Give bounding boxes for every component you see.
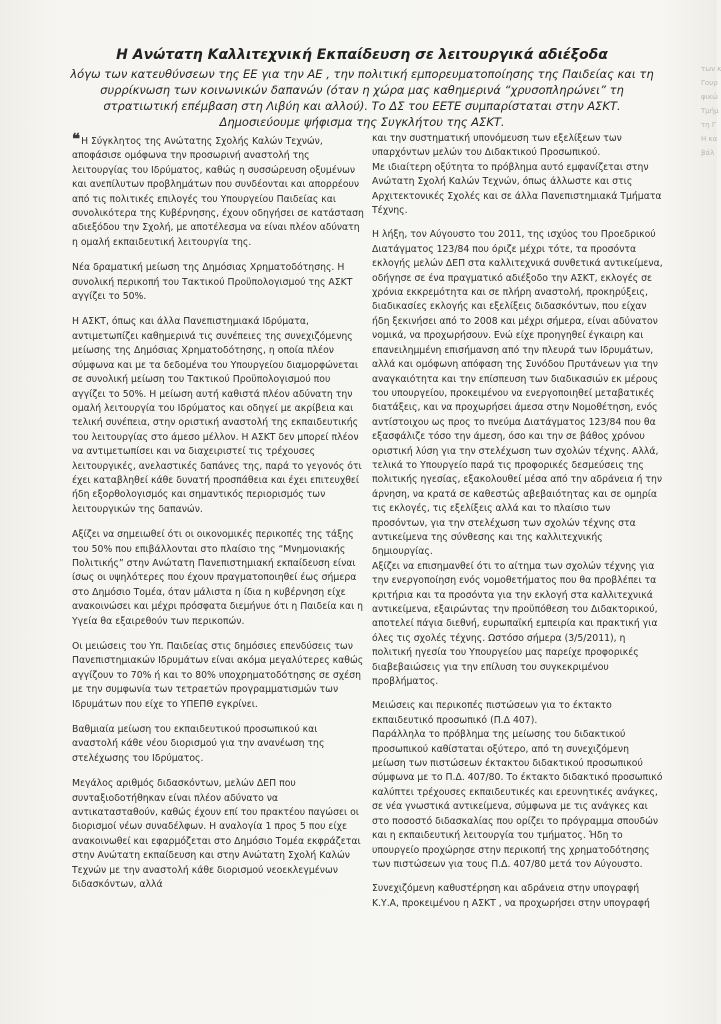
paragraph bbox=[72, 132, 365, 250]
section-heading: Μειώσεις και περικοπές πιστώσεων για το έκτακτο εκπαιδευτικό προσωπικό (Π.Δ 407). bbox=[372, 700, 612, 726]
bleed-through-text: των κ Γουρ φικώ Τμήμ τη Γ Η κα βάλ bbox=[701, 65, 721, 157]
paragraph: Αξίζει να επισημανθεί ότι το αίτημα των σχολών τέχνης για την ενεργοποίηση ενός νομοθετήματος που θα προβλέπει τα κριτήρια και τα προσόντα για την εκλογή στα καλλιτεχνικά αντικείμενα, εξαιρώντας την προϋπόθεση του Διδακτορικού, αποτελεί πάγια διεθνή, ευρωπαϊκή εμπειρία και πρακτική για όλες τις σχολές τέχνης. Ωστόσο σήμερα (3/5/2011), η πολιτική ηγεσία του Υπουργείου μας παρείχε προφορικές διαβεβαιώσεις για την επίλυση του συγκεκριμένου προβλήματος. bbox=[372, 560, 658, 688]
paragraph-text: Η Σύγκλητος της Ανώτατης Σχολής Καλών Τεχνών, αποφάσισε ομόφωνα την προσωρινή αναστολή της λειτουργίας του Ιδρύματος, καθώς η συσσώρευση οξυμένων και ανεπίλυτων προβλημάτων που συνδέονται και απορρέουν από τις πολιτικές επιλογές του Υπουργείου Παιδείας και συνολικότερα της Κυβέρνησης, έχουν οδηγήσει σε κατάσταση αδιεξόδου την Σχολή, με αποτέλεσμα να είναι πλέον αδύνατη η ομαλή εκπαιδευτική λειτουργία της. bbox=[72, 136, 364, 248]
right-column bbox=[372, 132, 665, 911]
paragraph: Μεγάλος αριθμός διδασκόντων, μελών ΔΕΠ που συνταξιοδοτήθηκαν είναι πλέον αδύνατο να αντικατασταθούν, καθώς έχουν επί του πρακτέου παγώσει οι διορισμοί νέων συναδέλφων. Η αναλογία 1 προς 5 που είχε ανακοινωθεί και εφαρμόζεται στο Δημόσιο Τομέα εκφράζεται στην Ανώτατη εκπαίδευση και στην Ανώτατη Σχολή Καλών Τεχνών με την αναστολή κάθε διορισμού νεοεκλεγμένων διδασκόντων, αλλά bbox=[72, 778, 361, 891]
paragraph: Η λήξη, τον Αύγουστο του 2011, της ισχύος του Προεδρικού Διατάγματος 123/84 που όριζε μέχρι τότε, τα προσόντα εκλογής μελών ΔΕΠ στα καλλιτεχνικά συνθετικά αντικείμενα, οδήγησε σε ένα πραγματικό αδιέξοδο την ΑΣΚΤ, εκλογές σε χρόνια εκκρεμότητα και σε πλήρη αναστολή, προκηρύξεις, διαδικασίες εκλογής και εξελίξεις διδασκόντων, που είχαν ήδη ξεκινήσει από το 2008 και μέχρι σήμερα, είναι αδύνατον νομικά, να προχωρήσουν. Ενώ είχε προηγηθεί έγκαιρη και επανειλημμένη επισήμανση από την πλευρά των Ιδρυμάτων, αλλά και ομόφωνη απόφαση της Συνόδου Πρυτάνεων για την αναγκαιότητα και την επίσπευση των διαδικασιών εκ μέρους του υπουργείου, προκειμένου να ενεργοποιηθεί μεταβατικές διατάξεις, και να προχωρήσει άμεσα στην Νομοθέτηση, ενός αντίστοιχου ως προς το πνεύμα Διατάγματος 123/84 που θα εξασφάλιζε τόσο την άμεση, όσο και την σε βάθος χρόνου οριστική λύση για την στελέχωση των σχολών τέχνης. Αλλά, τελικά το Υπουργείο παρά τις προφορικές δεσμεύσεις της πολιτικής ηγεσίας, εξακολουθεί μέσα από την αδράνεια ή την άρνηση, να κρατά σε καθεστώς αβεβαιότητας και σε ομηρία τις εκλογές, τις εξελίξεις αλλά και το πλαίσιο των προσόντων, για την στελέχωση των σχολών τέχνης στα αντικείμενα της σύνθεσης και της καλλιτεχνικής δημιουργίας. bbox=[372, 229, 663, 558]
paragraph: Η ΑΣΚΤ, όπως και άλλα Πανεπιστημιακά Ιδρύματα, αντιμετωπίζει καθημερινά τις συνέπειες της συνεχιζόμενης μείωσης της Δημόσιας Χρηματοδότησης, η οποία πλέον σύμφωνα και με τα δεδομένα του Υπουργείου διαμορφώνεται σε συνολική μείωση του Τακτικού Προϋπολογισμού που αγγίζει το 50%. Η μείωση αυτή καθιστά πλέον αδύνατη την ομαλή λειτουργία του Ιδρύματος και οδηγεί με ακρίβεια και τελική συνέπεια, στην οριστική αναστολή της εκπαιδευτικής του λειτουργίας στο άμεσο μέλλον. Η ΑΣΚΤ δεν μπορεί πλέον να αντιμετωπίσει και να διαχειριστεί τις τρέχουσες λειτουργικές, ανελαστικές δαπάνες της, παρά το γεγονός ότι έχει καταβληθεί κάθε δυνατή προσπάθεια και έχει επιτευχθεί ήδη εξορθολογισμός και σημαντικός περιορισμός των λειτουργικών της δαπανών. bbox=[72, 316, 362, 515]
paragraph: Με ιδιαίτερη οξύτητα το πρόβλημα αυτό εμφανίζεται στην Ανώτατη Σχολή Καλών Τεχνών, όπως άλλωστε και στις Αρχιτεκτονικές Σχολές και σε άλλα Πανεπιστημιακά Τμήματα Τέχνης. bbox=[372, 161, 662, 217]
paragraph: Παράλληλα το πρόβλημα της μείωσης του διδακτικού προσωπικού καθίσταται οξύτερο, από τη συνεχιζόμενη μείωση των πιστώσεων έκτακτου διδακτικού προσωπικού σύμφωνα με το Π.Δ. 407/80. Το έκτακτο διδακτικό προσωπικό καλύπτει τρέχουσες εκπαιδευτικές και ερευνητικές ανάγκες, σε νέα γνωστικά αντικείμενα, σύμφωνα με τις ανάγκες και στο ποσοστό διδασκαλίας που ορίζει το πρόγραμμα σπουδών και η εκπαιδευτική λειτουργία του τμήματος. Ήδη το υπουργείο προχώρησε στην περικοπή της χρηματοδότησης των πιστώσεων για τους Π.Δ. 407/80 μετά τον Αύγουστο. bbox=[372, 729, 663, 870]
paragraph: Νέα δραματική μείωση της Δημόσιας Χρηματοδότησης. Η συνολική περικοπή του Τακτικού Προϋπολογισμού της ΑΣΚΤ αγγίζει το 50%. bbox=[72, 262, 353, 303]
left-column bbox=[72, 132, 365, 893]
paragraph: Συνεχιζόμενη καθυστέρηση και αδράνεια στην υπογραφή Κ.Υ.Α, προκειμένου η ΑΣΚΤ , να προχωρήσει στην υπογραφή bbox=[372, 883, 650, 909]
article-subtitle: λόγω των κατευθύνσεων της ΕΕ για την ΑΕ , την πολιτική εμπορευματοποίησης της Παιδείας και τη συρρίκνωση των κοινωνικών δαπανών (όταν η χώρα μας καθημερινά “χρυσοπληρώνει” τη στρατιωτική επέμβαση στη Λιβύη και αλλού). Το ΔΣ του ΕΕΤΕ συμπαρίσταται στην ΑΣΚΤ. Δημοσιεύουμε ψήφισμα της Συγκλήτου της ΑΣΚΤ. bbox=[70, 67, 654, 129]
paragraph: και την συστηματική υπονόμευση των εξελίξεων των υπαρχόντων μελών του Διδακτικού Προσωπικού. bbox=[372, 133, 622, 159]
paragraph: Οι μειώσεις του Υπ. Παιδείας στις δημόσιες επενδύσεις των Πανεπιστημιακών Ιδρυμάτων είναι ακόμα μεγαλύτερες καθώς αγγίζουν το 70% ή και το 80% υποχρηματοδότησης σε σχέση με την συμφωνία των τετραετών προγραμματισμών των Ιδρυμάτων που είχε το ΥΠΕΠΘ εγκρίνει. bbox=[72, 641, 364, 710]
article-header bbox=[62, 46, 662, 130]
opening-quote-icon: ❝ bbox=[72, 130, 81, 148]
paragraph: Αξίζει να σημειωθεί ότι οι οικονομικές περικοπές της τάξης του 50% που επιβάλλονται στο πλαίσιο της “Μνημονιακής Πολιτικής” στην Ανώτατη Πανεπιστημιακή εκπαίδευση είναι ίσως οι υψηλότερες που έχουν πραγματοποιηθεί έως σήμερα στο Δημόσιο Τομέα, όταν μάλιστα η ίδια η κυβέρνηση είχε ανακοινώσει και μέχρι πρόσφατα διεμήνυε ότι η Παιδεία και η Υγεία θα εξαιρεθούν των περικοπών. bbox=[72, 529, 364, 627]
article-title: Η Ανώτατη Καλλιτεχνική Εκπαίδευση σε λειτουργικά αδιέξοδα bbox=[116, 47, 608, 63]
paragraph: Βαθμιαία μείωση του εκπαιδευτικού προσωπικού και αναστολή κάθε νέου διορισμού για την ανανέωση της στελέχωσης του Ιδρύματος. bbox=[72, 724, 325, 764]
